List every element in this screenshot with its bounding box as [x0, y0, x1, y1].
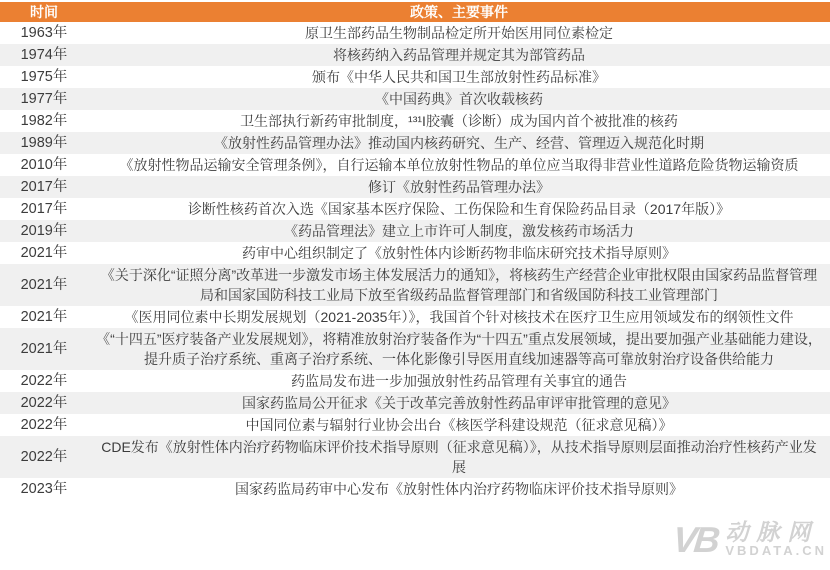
- table-row: [0, 198, 830, 220]
- event-cell: 《放射性药品管理办法》推动国内核药研究、生产、经营、管理迈入规范化时期: [214, 135, 704, 151]
- table-row: [0, 328, 830, 370]
- year-cell: 1982年: [20, 113, 68, 129]
- table-header-row: [0, 2, 830, 22]
- table-row: [0, 44, 830, 66]
- year-cell: 2021年: [20, 341, 68, 357]
- year-cell: 1977年: [20, 91, 68, 107]
- policy-timeline-figure: [0, 2, 830, 570]
- event-cell: CDE发布《放射性体内治疗药物临床评价技术指导原则（征求意见稿）》，从技术指导原则层面推动治疗性核药产业发展: [101, 439, 817, 475]
- year-cell: 2017年: [20, 201, 68, 217]
- year-cell: 2017年: [20, 179, 68, 195]
- watermark: [671, 518, 827, 560]
- year-cell: 2022年: [20, 417, 68, 433]
- year-cell: 1974年: [20, 47, 68, 63]
- watermark-brand-name: 动脉网: [725, 519, 819, 545]
- event-cell: 《“十四五”医疗装备产业发展规划》，将精准放射治疗装备作为“十四五”重点发展领域，提出要加强产业基础能力建设，提升质子治疗系统、重离子治疗系统、一体化影像引导医用直线加速器等高可靠放射治疗设备供给能力: [96, 331, 822, 367]
- vbdata-logo-icon: VB: [671, 518, 720, 560]
- table-row: [0, 264, 830, 306]
- year-cell: 1975年: [20, 69, 68, 85]
- table-row: [0, 242, 830, 264]
- event-cell: 修订《放射性药品管理办法》: [368, 179, 550, 195]
- year-cell: 2022年: [20, 395, 68, 411]
- event-cell: 国家药监局药审中心发布《放射性体内治疗药物临床评价技术指导原则》: [235, 481, 683, 497]
- event-cell: 卫生部执行新药审批制度，¹³¹I胶囊（诊断）成为国内首个被批准的核药: [240, 113, 678, 129]
- event-cell: 《关于深化“证照分离”改革进一步激发市场主体发展活力的通知》，将核药生产经营企业审批权限由国家药品监督管理局和国家国防科技工业局下放至省级药品监督管理部门和省级国防科技工业管理部门: [100, 267, 818, 303]
- year-cell: 2022年: [20, 373, 68, 389]
- event-cell: 《放射性物品运输安全管理条例》，自行运输本单位放射性物品的单位应当取得非营业性道路危险货物运输资质: [119, 157, 799, 173]
- year-cell: 2010年: [20, 157, 68, 173]
- policy-timeline-table: [0, 2, 830, 500]
- year-cell: 1963年: [20, 25, 68, 41]
- table-row: [0, 436, 830, 478]
- table-row: [0, 306, 830, 328]
- year-cell: 2021年: [20, 277, 68, 293]
- table-row: [0, 110, 830, 132]
- table-row: [0, 132, 830, 154]
- watermark-site-url: VBDATA.CN: [725, 543, 827, 558]
- event-cell: 《药品管理法》建立上市许可人制度，激发核药市场活力: [284, 223, 634, 239]
- table-row: [0, 370, 830, 392]
- year-cell: 1989年: [20, 135, 68, 151]
- table-row: [0, 414, 830, 436]
- event-cell: 《医用同位素中长期发展规划（2021-2035年）》，我国首个针对核技术在医疗卫生应用领域发布的纲领性文件: [124, 309, 794, 325]
- table-row: [0, 176, 830, 198]
- event-cell: 《中国药典》首次收载核药: [375, 91, 543, 107]
- table-row: [0, 66, 830, 88]
- event-cell: 将核药纳入药品管理并规定其为部管药品: [333, 47, 585, 63]
- table-row: [0, 22, 830, 44]
- table-row: [0, 478, 830, 500]
- event-cell: 药审中心组织制定了《放射性体内诊断药物非临床研究技术指导原则》: [242, 245, 676, 261]
- year-cell: 2019年: [20, 223, 68, 239]
- table-row: [0, 88, 830, 110]
- event-cell: 诊断性核药首次入选《国家基本医疗保险、工伤保险和生育保险药品目录（2017年版）》: [187, 201, 731, 217]
- event-cell: 原卫生部药品生物制品检定所开始医用同位素检定: [305, 25, 613, 41]
- table-row: [0, 392, 830, 414]
- column-header-event: 政策、主要事件: [88, 2, 830, 22]
- year-cell: 2021年: [20, 245, 68, 261]
- year-cell: 2021年: [20, 309, 68, 325]
- table-row: [0, 154, 830, 176]
- event-cell: 国家药监局公开征求《关于改革完善放射性药品审评审批管理的意见》: [242, 395, 676, 411]
- year-cell: 2023年: [20, 481, 68, 497]
- column-header-time: 时间: [0, 2, 88, 22]
- table-row: [0, 220, 830, 242]
- event-cell: 颁布《中华人民共和国卫生部放射性药品标准》: [312, 69, 606, 85]
- year-cell: 2022年: [20, 449, 68, 465]
- event-cell: 药监局发布进一步加强放射性药品管理有关事宜的通告: [291, 373, 627, 389]
- event-cell: 中国同位素与辐射行业协会出台《核医学科建设规范（征求意见稿）》: [245, 417, 673, 433]
- watermark-text: [725, 521, 827, 558]
